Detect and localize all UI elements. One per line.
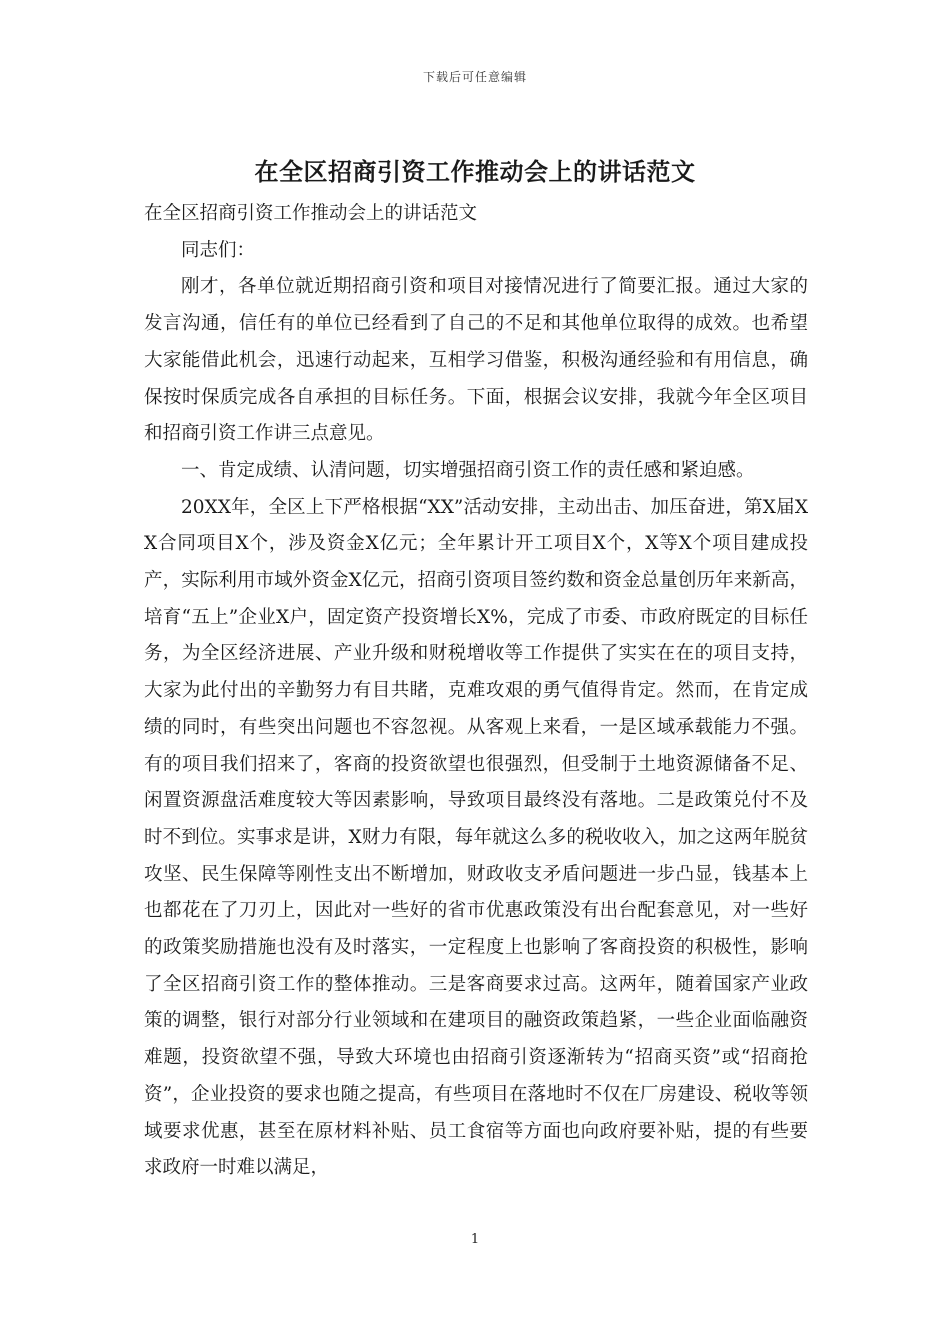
header-note: 下载后可任意编辑 (422, 70, 527, 84)
salutation: 同志们： (181, 239, 256, 261)
paragraph-intro: 刚才，各单位就近期招商引资和项目对接情况进行了简要汇报。通过大家的发言沟通，信任有的单位已经看到了自己的不足和其他单位取得的成效。也希望大家能借此机会，迅速行动起来，互相学习借鉴，积极沟通经验和有用信息，确保按时保质完成各自承担的目标任务。下面，根据会议安排，我就今年全区项目和招商引资工作讲三点意见。 (144, 276, 808, 445)
subtitle-line: 在全区招商引资工作推动会上的讲话范文 (144, 203, 478, 224)
document-body (144, 196, 808, 1187)
section-heading-1: 一、肯定成绩、认清问题，切实增强招商引资工作的责任感和紧迫感。 (181, 459, 755, 481)
page-number: 1 (470, 1232, 480, 1247)
paragraph-achievements: 20XX年，全区上下严格根据“XX”活动安排，主动出击、加压奋进，第X届XX合同项目X个，涉及资金X亿元；全年累计开工项目X个，X等X个项目建成投产，实际利用市域外资金X亿元，招商引资项目签约数和资金总量创历年来新高，培育“五上”企业X户，固定资产投资增长X%，完成了市委、市政府既定的目标任务，为全区经济进展、产业升级和财税增收等工作提供了实实在在的项目支持，大家为此付出的辛勤努力有目共睹，克难攻艰的勇气值得肯定。然而，在肯定成绩的同时，有些突出问题也不容忽视。从客观上来看，一是区域承载能力不强。有的项目我们招来了，客商的投资欲望也很强烈，但受制于土地资源储备不足、闲置资源盘活难度较大等因素影响，导致项目最终没有落地。二是政策兑付不及时不到位。实事求是讲，X财力有限，每年就这么多的税收收入，加之这两年脱贫攻坚、民生保障等刚性支出不断增加，财政收支矛盾问题进一步凸显，钱基本上也都花在了刀刃上，因此对一些好的省市优惠政策没有出台配套意见，对一些好的政策奖励措施也没有及时落实，一定程度上也影响了客商投资的积极性，影响了全区招商引资工作的整体推动。三是客商要求过高。这两年，随着国家产业政策的调整，银行对部分行业领域和在建项目的融资政策趋紧，一些企业面临融资难题，投资欲望不强，导致大环境也由招商引资逐渐转为“招商买资”或“招商抢资”，企业投资的要求也随之提高，有些项目在落地时不仅在厂房建设、税收等领域要求优惠，甚至在原材料补贴、员工食宿等方面也向政府要补贴，提的有些要求政府一时难以满足， (144, 496, 808, 1179)
document-title: 在全区招商引资工作推动会上的讲话范文 (254, 157, 696, 186)
